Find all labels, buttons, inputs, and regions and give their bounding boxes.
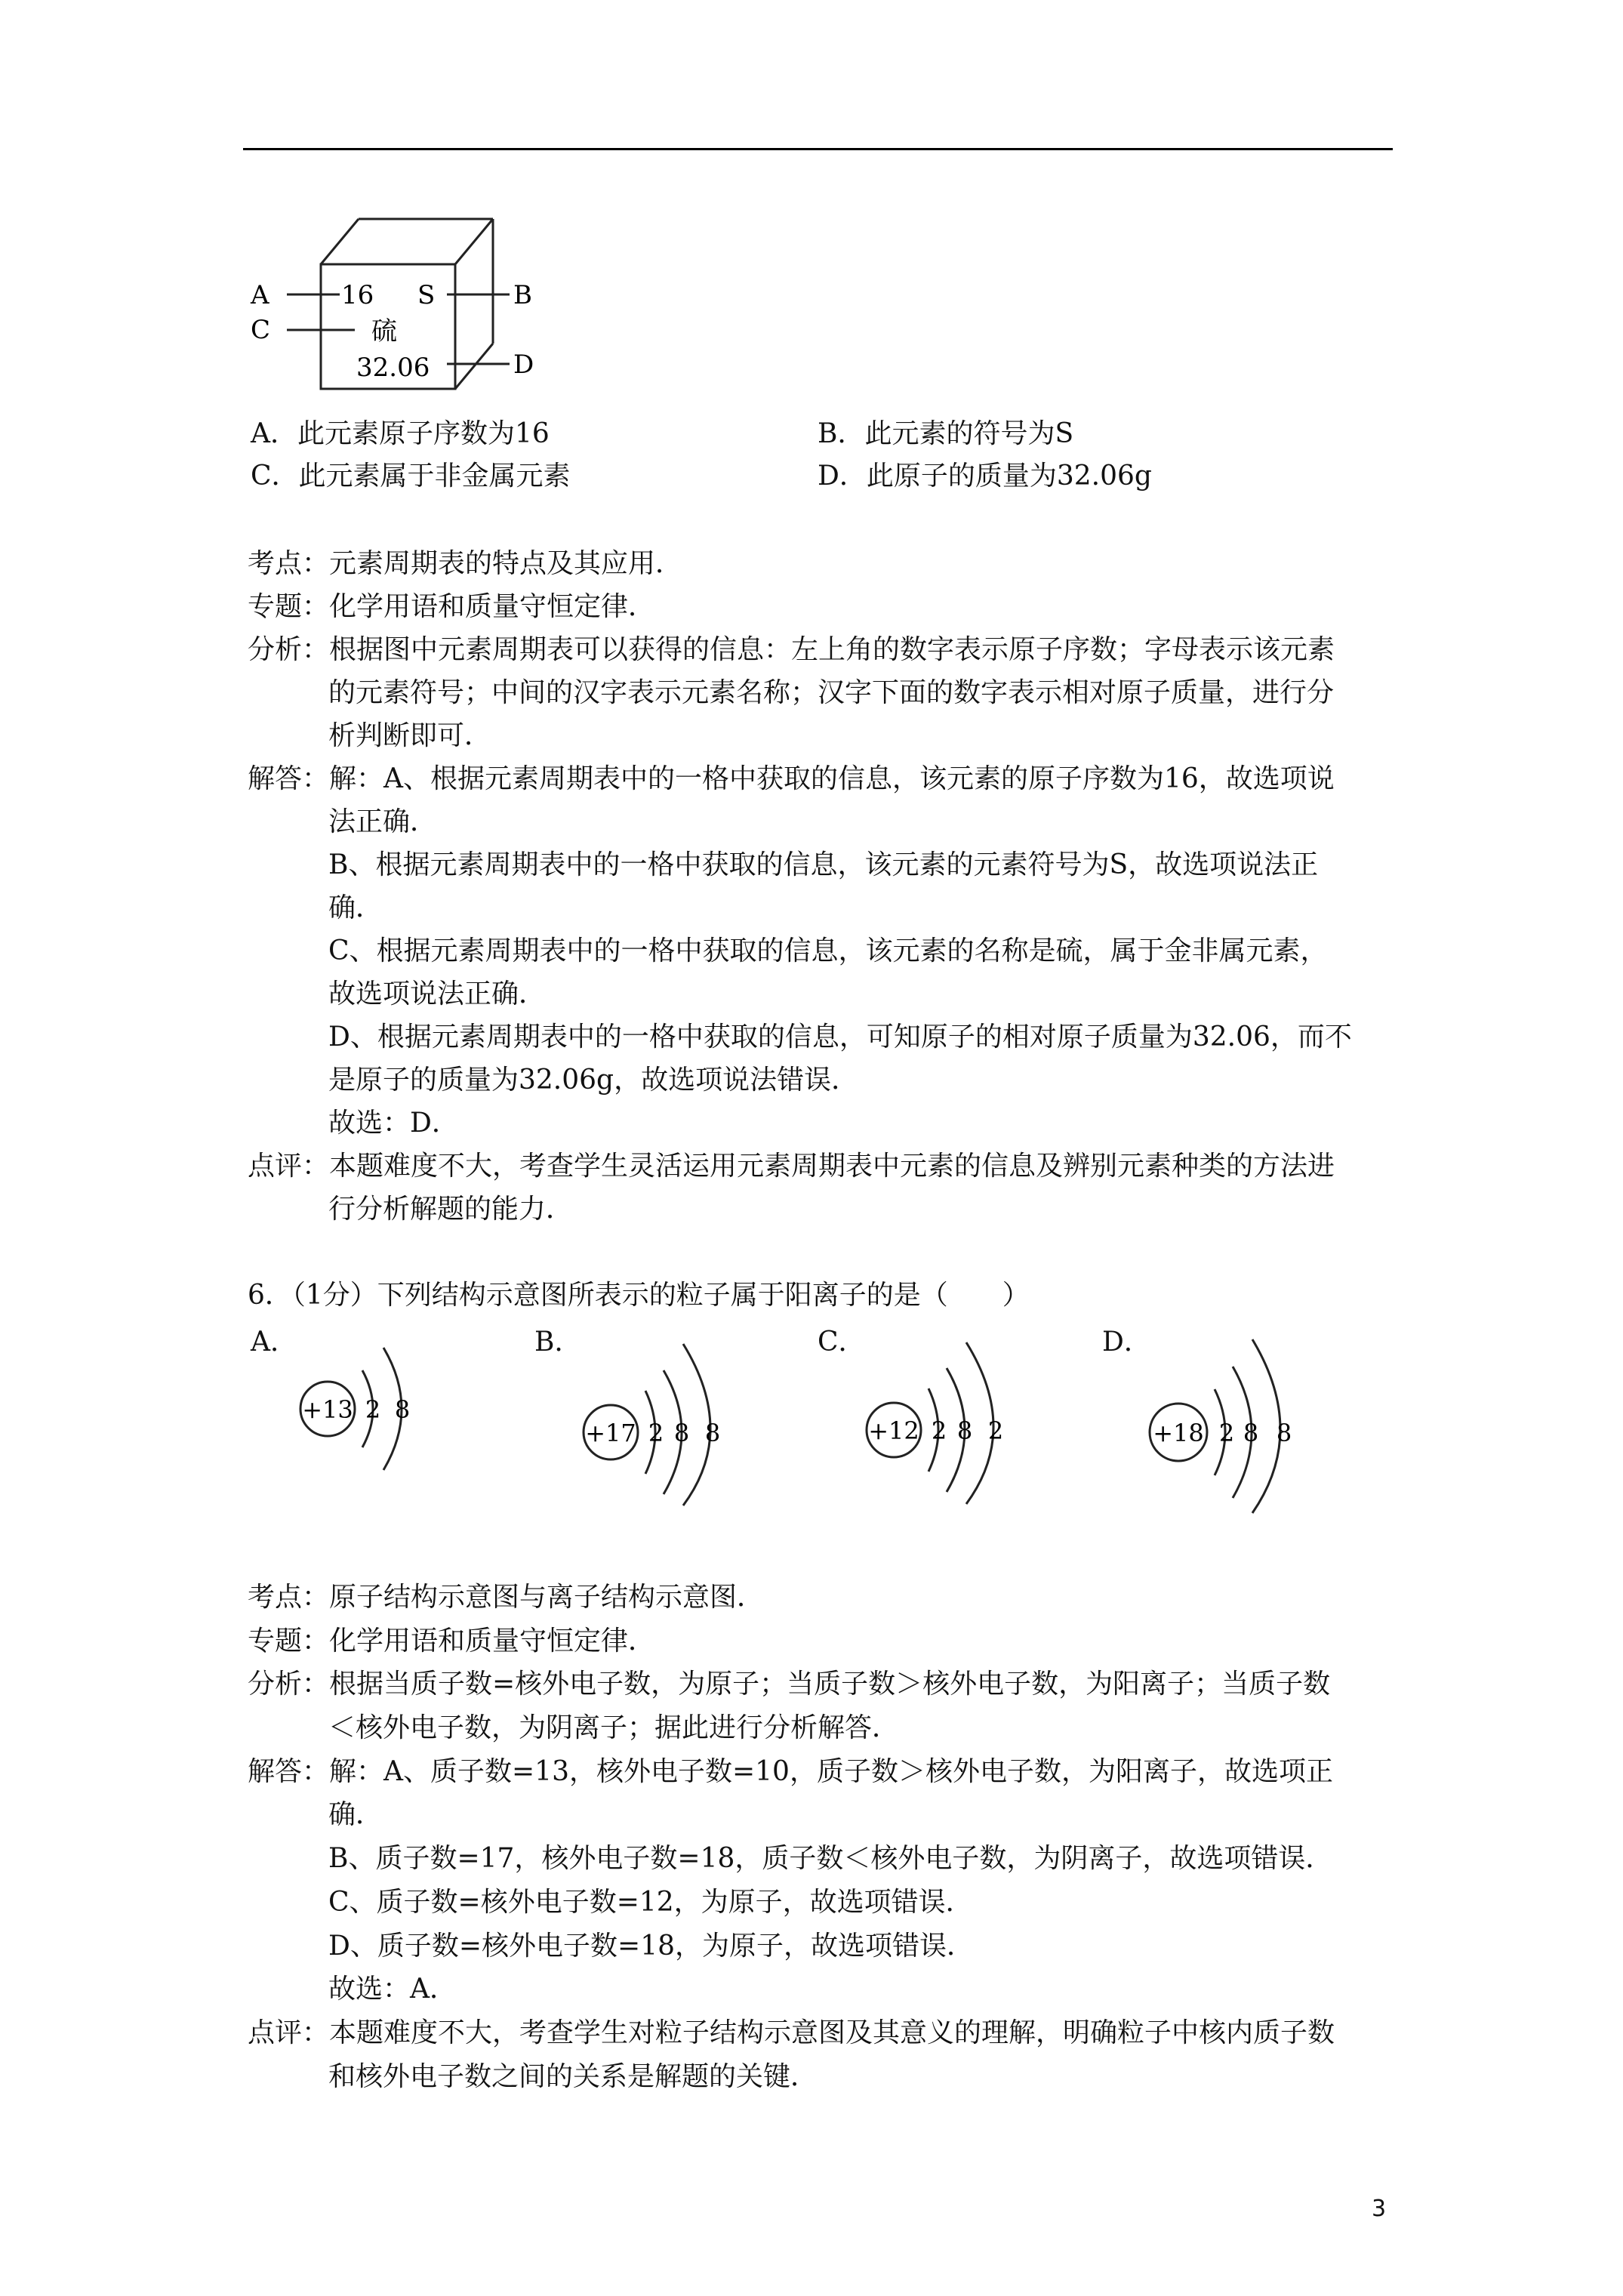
q5-option-b: B．此元素的符号为S (818, 418, 1074, 449)
q5-jieda-line: 法正确． (328, 806, 438, 837)
q6-jieda-line: 确． (328, 1799, 383, 1830)
q5-fenxi-line: 的元素符号；中间的汉字表示元素名称；汉字下面的数字表示相对原子质量，进行分 (328, 677, 1335, 708)
q5-jieda-line: C、根据元素周期表中的一格中获取的信息，该元素的名称是硫，属于金非属元素， (328, 935, 1328, 966)
q6-jieda-line: B、质子数=17，核外电子数=18，质子数＜核外电子数，为阴离子，故选项错误． (328, 1843, 1333, 1874)
q5-jieda-line: 确． (328, 892, 383, 923)
q6-zhuanti: 专题：化学用语和质量守恒定律． (248, 1626, 656, 1657)
shell-electrons: 2 (1218, 1419, 1235, 1447)
pointer-label-d: D (513, 350, 534, 380)
structure-diagram-a (294, 1329, 460, 1487)
shell-electrons: 2 (365, 1395, 381, 1424)
q5-jieda-line: 是原子的质量为32.06g，故选项说法错误． (328, 1065, 859, 1096)
header-rule (243, 148, 1393, 150)
q6-fenxi-line: ＜核外电子数，为阴离子；据此进行分析解答． (328, 1712, 900, 1743)
q6-option-b-label: B． (534, 1327, 582, 1358)
q6-jieda-line: D、质子数=核外电子数=18，为原子，故选项错误． (328, 1931, 975, 1962)
shell-electrons: 8 (1276, 1419, 1292, 1447)
element-cell-figure (242, 213, 559, 402)
q5-dianping-line: 点评：本题难度不大，考查学生灵活运用元素周期表中元素的信息及辨别元素种类的方法进 (248, 1151, 1335, 1182)
element-symbol: S (417, 280, 436, 310)
structure-diagram-c (861, 1329, 1042, 1510)
q6-stem: 6．（1分）下列结构示意图所表示的粒子属于阳离子的是（ ） (248, 1280, 1030, 1311)
q5-jieda-line: D、根据元素周期表中的一格中获取的信息，可知原子的相对原子质量为32.06，而不 (328, 1022, 1352, 1052)
q6-option-a-label: A． (251, 1327, 297, 1358)
nucleus-charge: +18 (1153, 1419, 1204, 1447)
shell-electrons: 8 (704, 1419, 721, 1447)
q6-jieda-line: 故选：A． (328, 1974, 457, 2005)
nucleus-charge: +13 (302, 1395, 353, 1424)
q6-option-c-label: C． (818, 1327, 866, 1358)
q6-dianping-line: 点评：本题难度不大，考查学生对粒子结构示意图及其意义的理解，明确粒子中核内质子数 (248, 2017, 1335, 2048)
q5-option-d: D．此原子的质量为32.06g (818, 461, 1152, 492)
pointer-label-a: A (251, 280, 269, 310)
q6-fenxi-line: 分析：根据当质子数=核外电子数，为原子；当质子数＞核外电子数，为阳离子；当质子数 (248, 1669, 1331, 1700)
q6-option-d-label: D． (1102, 1327, 1151, 1358)
shell-electrons: 2 (931, 1416, 947, 1445)
q5-jieda-line: 解答：解：A、根据元素周期表中的一格中获取的信息，该元素的原子序数为16，故选项说 (248, 763, 1335, 794)
shell-electrons: 8 (394, 1395, 411, 1424)
shell-electrons: 8 (1243, 1419, 1259, 1447)
atomic-number: 16 (341, 280, 374, 310)
q5-zhuanti: 专题：化学用语和质量守恒定律． (248, 591, 656, 622)
q5-option-a: A．此元素原子序数为16 (251, 418, 550, 449)
q5-kaodian: 考点：元素周期表的特点及其应用． (248, 548, 683, 579)
q6-jieda-line: C、质子数=核外电子数=12，为原子，故选项错误． (328, 1887, 973, 1918)
nucleus-charge: +12 (868, 1416, 919, 1445)
q6-jieda-line: 解答：解：A、质子数=13，核外电子数=10，质子数＞核外电子数，为阳离子，故选项正 (248, 1756, 1333, 1787)
q5-option-c: C．此元素属于非金属元素 (251, 461, 571, 492)
q6-kaodian: 考点：原子结构示意图与离子结构示意图． (248, 1582, 765, 1613)
pointer-label-b: B (513, 280, 532, 310)
element-name: 硫 (371, 316, 397, 347)
atomic-mass: 32.06 (356, 353, 430, 383)
shell-electrons: 2 (648, 1419, 664, 1447)
q5-jieda-line: 故选项说法正确． (328, 978, 547, 1009)
q5-fenxi-line: 分析：根据图中元素周期表可以获得的信息：左上角的数字表示原子序数；字母表示该元素 (248, 634, 1335, 665)
shell-electrons: 8 (956, 1416, 973, 1445)
structure-diagram-d (1144, 1329, 1325, 1518)
page-number: 3 (1372, 2196, 1387, 2222)
shell-electrons: 8 (673, 1419, 690, 1447)
pointer-label-c: C (251, 315, 271, 345)
q6-dianping-line: 和核外电子数之间的关系是解题的关键． (328, 2061, 818, 2092)
nucleus-charge: +17 (585, 1419, 636, 1447)
q5-jieda-line: B、根据元素周期表中的一格中获取的信息，该元素的元素符号为S，故选项说法正 (328, 849, 1319, 880)
q5-dianping-line: 行分析解题的能力． (328, 1194, 574, 1225)
shell-electrons: 2 (987, 1416, 1004, 1445)
q5-jieda-line: 故选：D． (328, 1108, 459, 1139)
q5-fenxi-line: 析判断即可． (328, 720, 492, 751)
structure-diagram-b (577, 1329, 759, 1510)
